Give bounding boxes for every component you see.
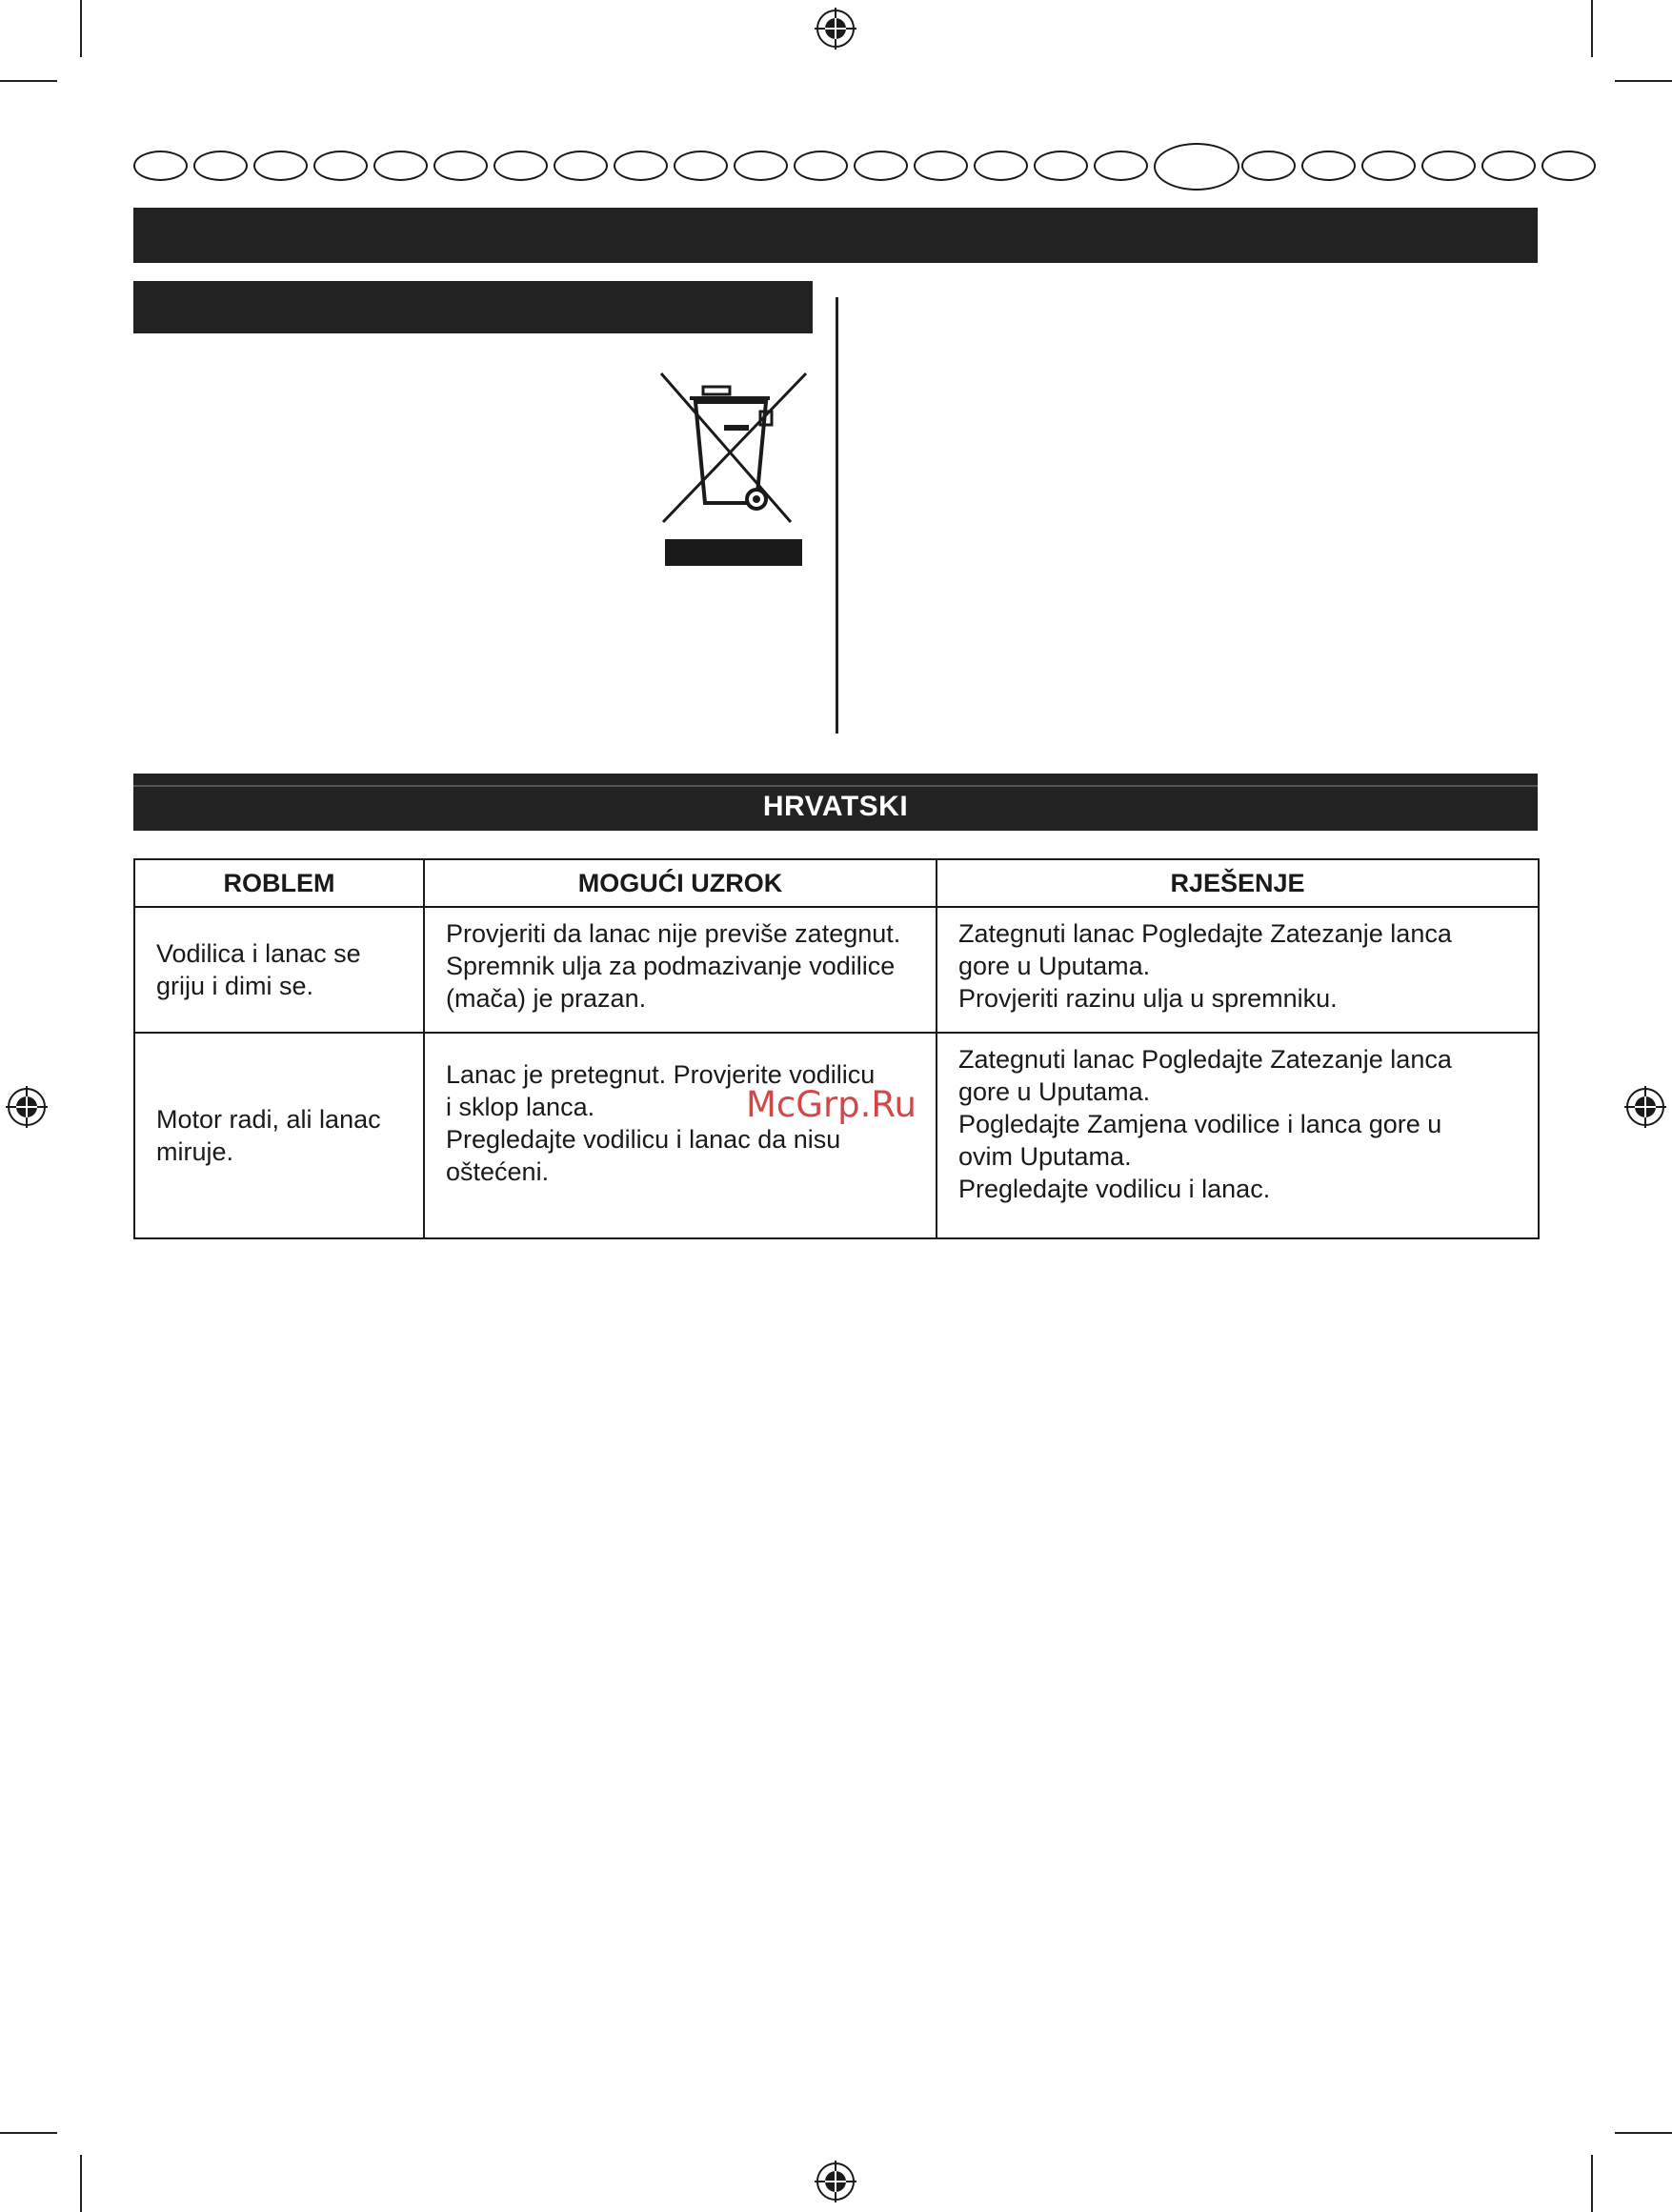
language-tabs bbox=[133, 143, 1538, 191]
registration-mark-icon bbox=[813, 6, 858, 51]
band-stripe bbox=[133, 785, 1538, 787]
registration-mark-icon bbox=[1622, 1084, 1668, 1130]
language-tab bbox=[133, 151, 188, 181]
left-column-heading-band bbox=[133, 281, 813, 333]
crop-mark bbox=[80, 2155, 82, 2212]
solution-cell: Zategnuti lanac Pogledajte Zatezanje lanca gore u Uputama. Provjeriti razinu ulja u spremniku. bbox=[937, 907, 1539, 1033]
problem-cell: Vodilica i lanac se griju i dimi se. bbox=[134, 907, 424, 1033]
cause-cell: Lanac je pretegnut. Provjerite vodilicu i sklop lanca. Pregledajte vodilicu i lanac da nisu oštećeni. bbox=[424, 1033, 937, 1238]
table-row bbox=[134, 907, 1539, 1033]
watermark: McGrp.Ru bbox=[746, 1084, 917, 1125]
crop-mark bbox=[1615, 80, 1672, 82]
language-tab bbox=[1154, 143, 1239, 191]
column-divider bbox=[836, 297, 838, 734]
section-title: HRVATSKI bbox=[762, 791, 909, 822]
language-tab bbox=[614, 151, 668, 181]
crossed-out-wheelie-bin-icon bbox=[657, 370, 810, 570]
language-tab bbox=[1421, 151, 1476, 181]
language-tab bbox=[1034, 151, 1088, 181]
language-tab bbox=[794, 151, 848, 181]
language-tab bbox=[1361, 151, 1416, 181]
crop-mark bbox=[0, 2132, 57, 2134]
language-tab bbox=[974, 151, 1028, 181]
language-tab bbox=[433, 151, 488, 181]
language-tab bbox=[734, 151, 788, 181]
troubleshooting-table bbox=[133, 858, 1540, 1239]
crop-mark bbox=[80, 0, 82, 57]
language-tab bbox=[313, 151, 368, 181]
language-tab bbox=[674, 151, 728, 181]
language-tab bbox=[494, 151, 548, 181]
crop-mark bbox=[0, 80, 57, 82]
solution-cell: Zategnuti lanac Pogledajte Zatezanje lanca gore u Uputama. Pogledajte Zamjena vodilice i lanca gore u ovim Uputama. Pregledajte vodilicu i lanac. bbox=[937, 1033, 1539, 1238]
crop-mark bbox=[1615, 2132, 1672, 2134]
language-tab bbox=[1301, 151, 1356, 181]
table-header-row bbox=[134, 859, 1539, 907]
table-row bbox=[134, 1033, 1539, 1238]
problem-cell: Motor radi, ali lanac miruje. bbox=[134, 1033, 424, 1238]
crop-mark bbox=[1591, 0, 1593, 57]
language-tab bbox=[554, 151, 608, 181]
cause-cell: Provjeriti da lanac nije previše zategnut. Spremnik ulja za podmazivanje vodilice (mača) je prazan. bbox=[424, 907, 937, 1033]
registration-mark-icon bbox=[4, 1084, 50, 1130]
column-header-problem: ROBLEM bbox=[134, 859, 424, 907]
header-band bbox=[133, 208, 1538, 263]
language-tab bbox=[1094, 151, 1148, 181]
crop-mark bbox=[1591, 2155, 1593, 2212]
language-tab bbox=[373, 151, 428, 181]
column-header-solution: RJEŠENJE bbox=[937, 859, 1539, 907]
language-tab bbox=[1541, 151, 1596, 181]
column-header-cause: MOGUĆI UZROK bbox=[424, 859, 937, 907]
language-tab bbox=[1481, 151, 1536, 181]
language-tab bbox=[914, 151, 968, 181]
section-title-band bbox=[133, 774, 1538, 831]
language-tab bbox=[193, 151, 248, 181]
language-tab bbox=[253, 151, 308, 181]
language-tab bbox=[1241, 151, 1296, 181]
registration-mark-icon bbox=[813, 2159, 858, 2204]
language-tab bbox=[854, 151, 908, 181]
